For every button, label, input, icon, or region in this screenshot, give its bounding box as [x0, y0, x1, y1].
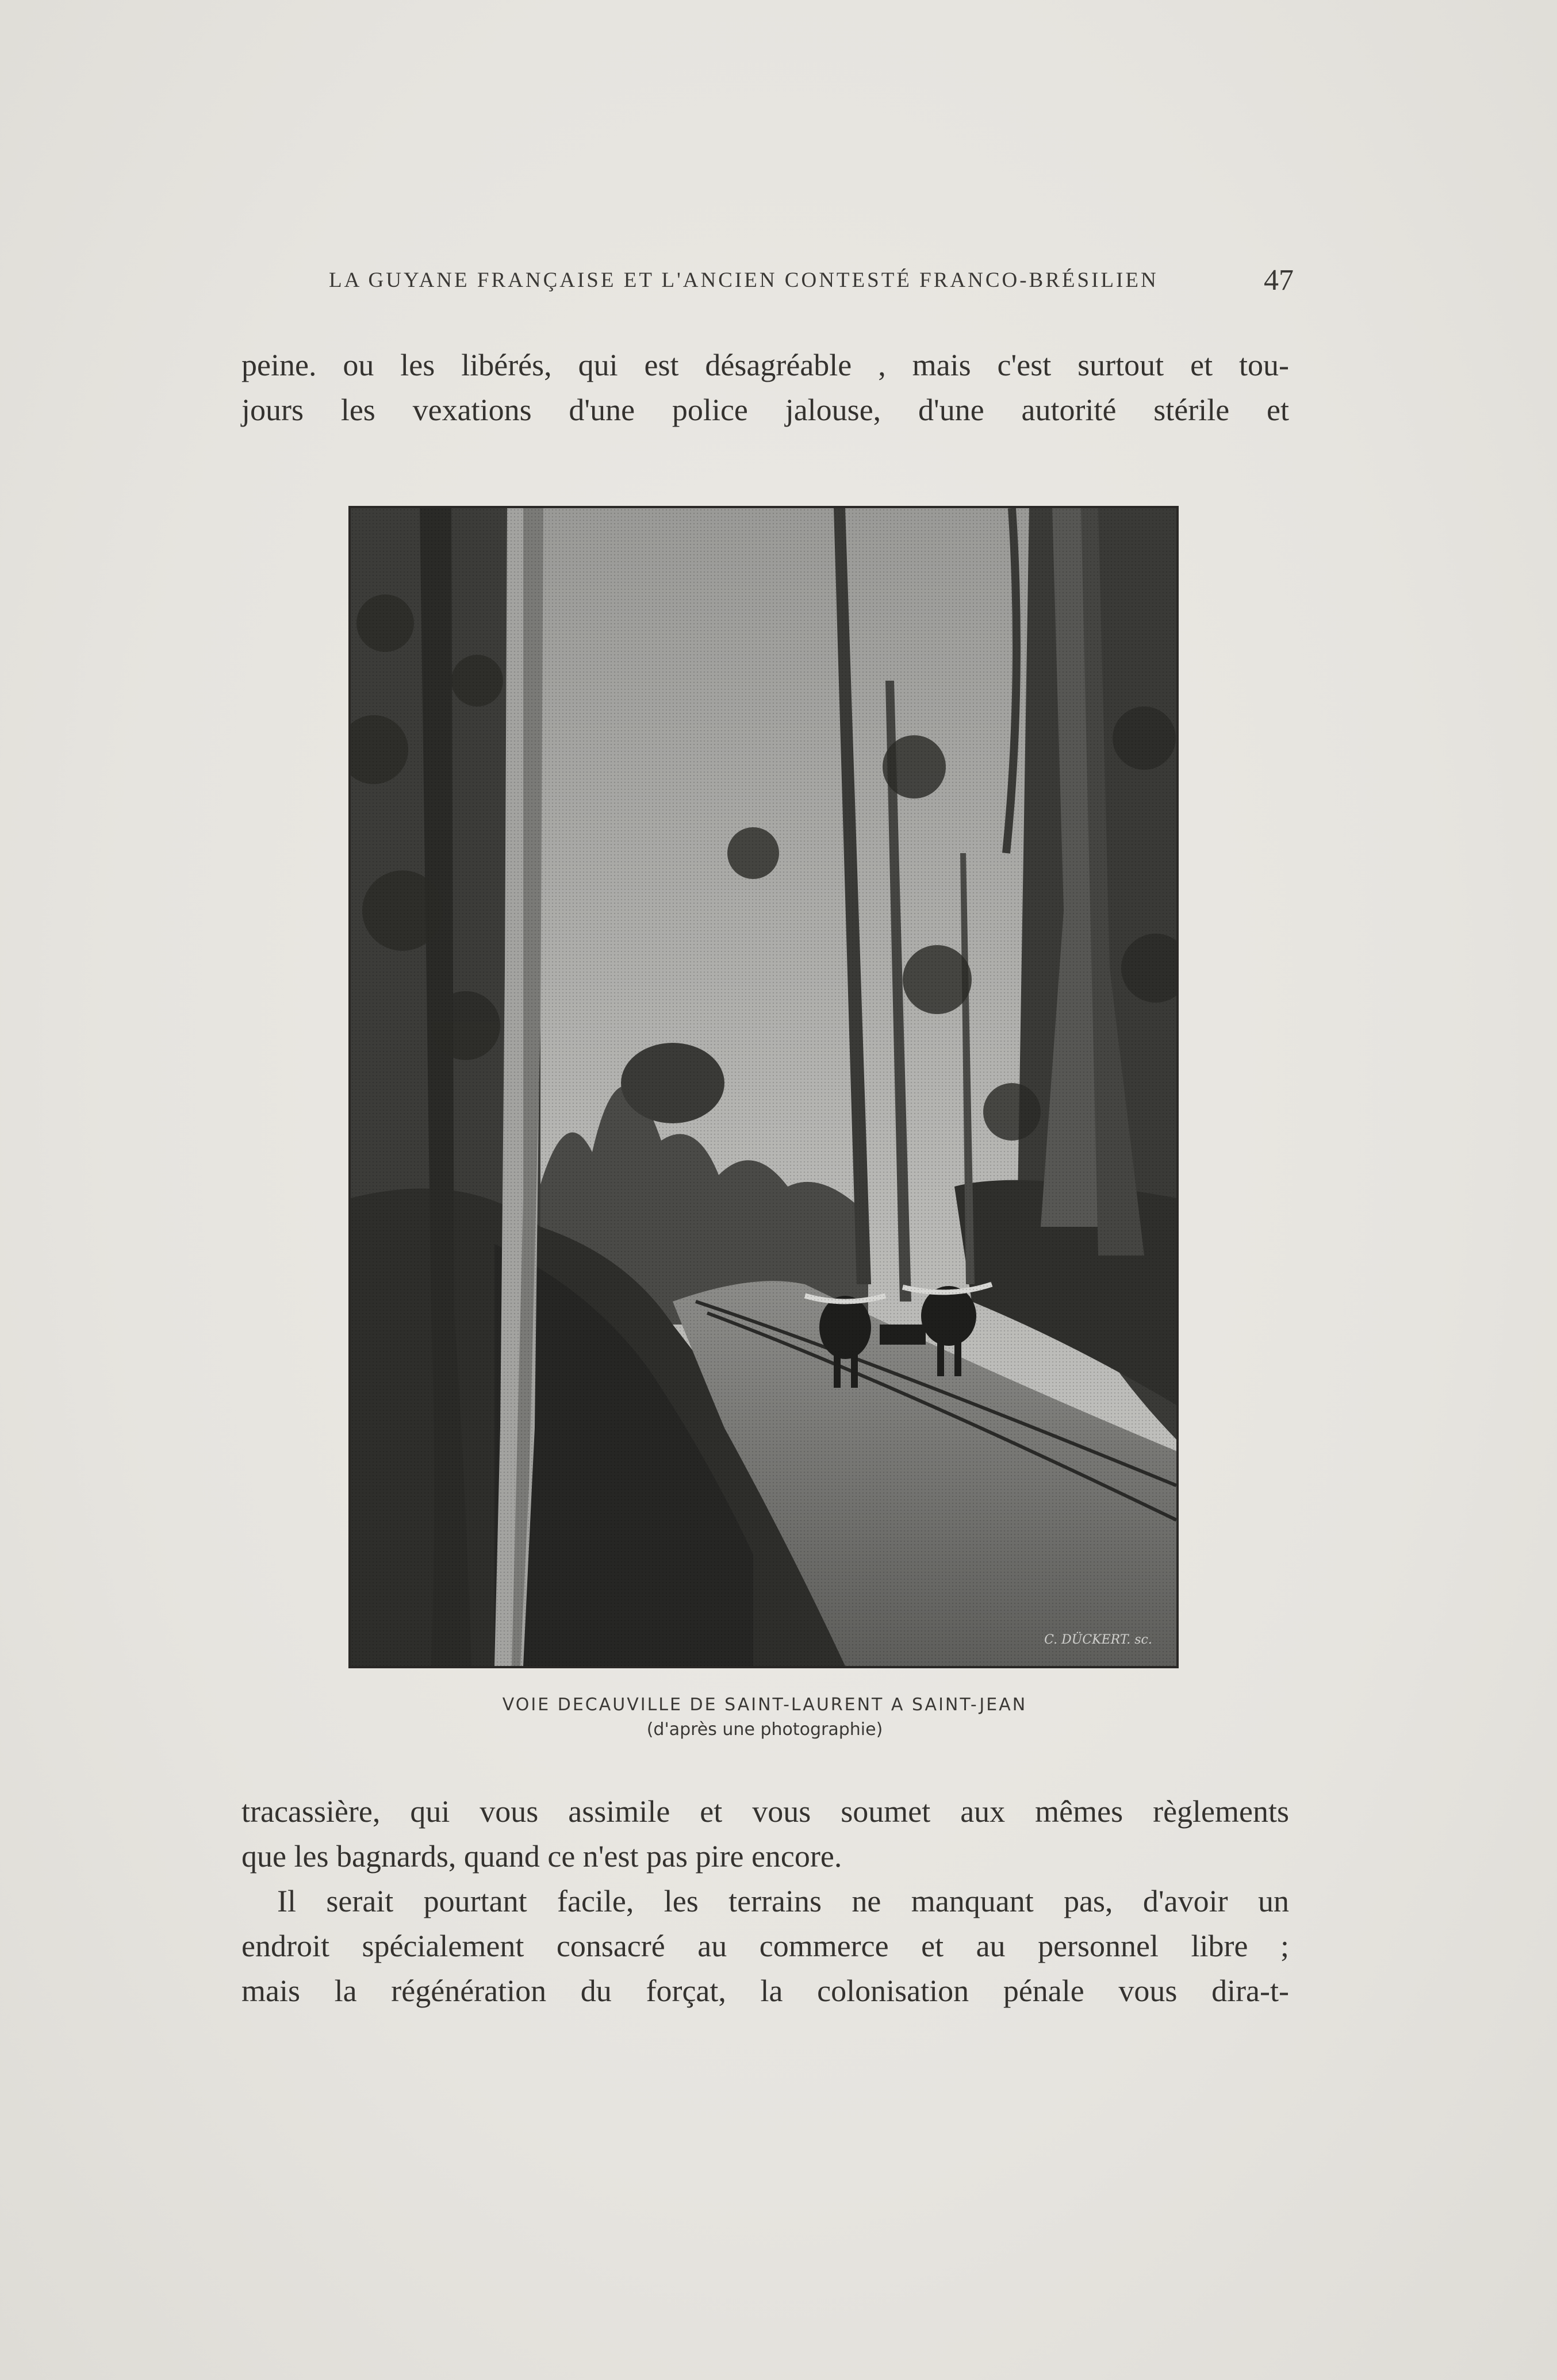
text-line: que les bagnards, quand ce n'est pas pire encore.: [241, 1839, 842, 1874]
forest-railway-photograph: [348, 506, 1179, 1668]
running-title: LA GUYANE FRANÇAISE ET L'ANCIEN CONTESTÉ FRANCO-BRÉSILIEN: [329, 268, 1159, 292]
engraver-signature: C. DÜCKERT. sc.: [1044, 1633, 1152, 1647]
text-line: Il serait pourtant facile, les terrains ne manquant pas, d'avoir un: [277, 1884, 1289, 1918]
text-line: peine. ou les libérés, qui est désagréable , mais c'est surtout et tou-: [241, 348, 1289, 382]
text-line: endroit spécialement consacré au commerce et au personnel libre ;: [241, 1929, 1289, 1963]
text-line: mais la régénération du forçat, la colonisation pénale vous dira-t-: [241, 1974, 1289, 2008]
caption-subtitle: (d'après une photographie): [646, 1719, 883, 1740]
running-head: [322, 263, 1294, 298]
page-number: 47: [1264, 264, 1294, 297]
paragraph-top: [241, 343, 1289, 432]
figure-caption: [345, 1692, 1184, 1742]
caption-title: VOIE DECAUVILLE DE SAINT-LAURENT A SAINT-JEAN: [502, 1695, 1027, 1715]
paragraph-bottom: [241, 1789, 1289, 2013]
text-line: jours les vexations d'une police jalouse, d'une autorité stérile et: [241, 393, 1289, 427]
text-line: tracassière, qui vous assimile et vous soumet aux mêmes règlements: [241, 1794, 1289, 1829]
halftone-photo: [351, 508, 1176, 1666]
